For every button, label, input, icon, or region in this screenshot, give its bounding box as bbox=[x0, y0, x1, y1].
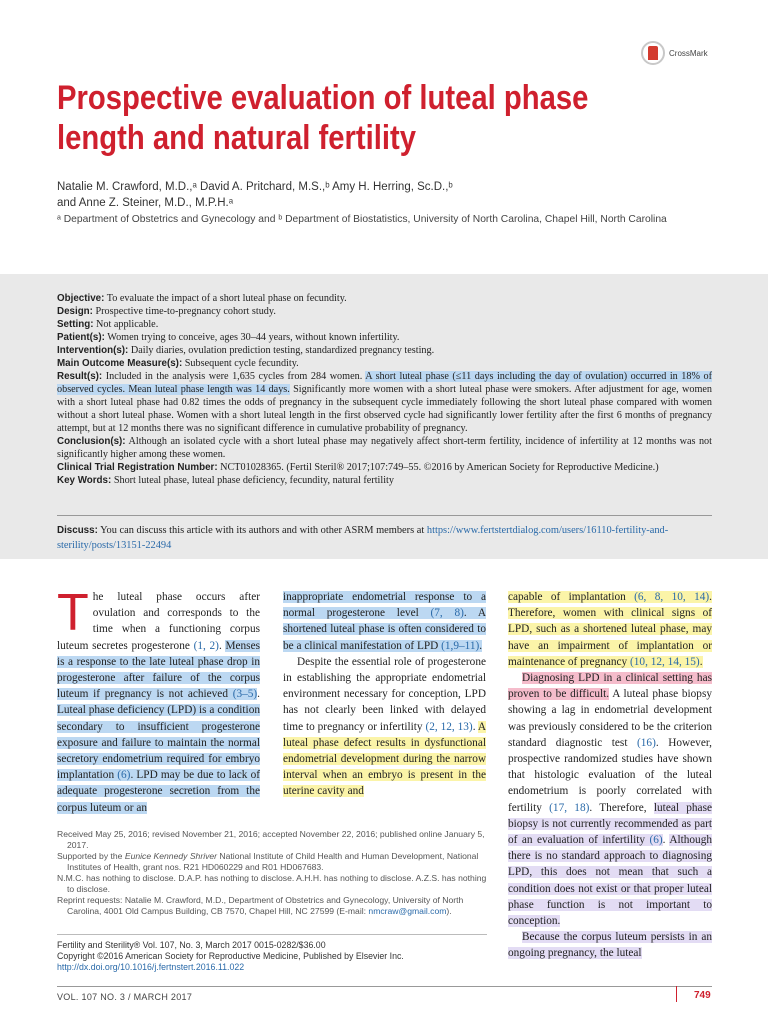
keywords-text: Short luteal phase, luteal phase deficiency, fecundity, natural fertility bbox=[113, 475, 394, 486]
conclusions-text: Although an isolated cycle with a short luteal phase may negatively affect short-term fertility, incidence of infertility at 12 months was not significantly higher among these women. bbox=[57, 436, 712, 460]
citation-link[interactable]: (6) bbox=[649, 834, 663, 847]
funding-note bbox=[57, 851, 487, 873]
abstract-divider bbox=[57, 515, 712, 516]
citation-link[interactable]: (7, 8) bbox=[430, 607, 464, 620]
design-text: Prospective time-to-pregnancy cohort study. bbox=[95, 306, 276, 317]
col3-highlight-purple-2: Although there is no standard approach to diagnosing LPD, this does not mean that such a condition does not exist or that proper luteal phase function is not important to conception. bbox=[508, 834, 712, 928]
body-column-2 bbox=[283, 589, 486, 800]
col1-highlight-2: Luteal phase deficiency (LPD) is a condition secondary to insufficient progesterone exposure and failure to maintain the normal secretory endometrium required for embryo implantation bbox=[57, 704, 260, 782]
discuss-label: Discuss: bbox=[57, 525, 98, 536]
patients-label: Patient(s): bbox=[57, 332, 105, 343]
citation-link[interactable]: (1,9–11) bbox=[441, 639, 480, 652]
article-footnotes bbox=[57, 829, 487, 917]
citation-link[interactable]: (16) bbox=[637, 736, 656, 749]
interventions-text: Daily diaries, ovulation prediction testing, standardized pregnancy testing. bbox=[130, 345, 435, 356]
conclusions-label: Conclusion(s): bbox=[57, 436, 126, 447]
objective-label: Objective: bbox=[57, 293, 105, 304]
col3-highlight-purple-3: Because the corpus luteum persists in an ongoing pregnancy, the luteal bbox=[508, 931, 712, 960]
footnote-divider bbox=[57, 934, 487, 935]
citation-link[interactable]: (6) bbox=[117, 769, 131, 782]
affiliations: ᵃ Department of Obstetrics and Gynecology and ᵇ Department of Biostatistics, University of North Carolina, Chapel Hill, North Carolina bbox=[57, 214, 667, 225]
objective-text: To evaluate the impact of a short luteal phase on fecundity. bbox=[106, 293, 347, 304]
results-text-c: Significantly more women with a short luteal phase were smokers. After adjustment for age, women with a short luteal phase had 0.82 times the odds of pregnancy in the subsequent cycle immediately following the short luteal phase compared with women without a short luteal phase. Women with a short luteal length in the first observed cycle had significantly lower fertility after the first 6 months of pregnancy attempt, but at 12 months there was no significant difference in cumulative probability of pregnancy. bbox=[57, 384, 713, 434]
citation-link[interactable]: (10, 12, 14, 15) bbox=[630, 655, 700, 668]
body-column-1 bbox=[57, 584, 260, 816]
trial-text: NCT01028365. (Fertil Steril® 2017;107:749–55. ©2016 by American Society for Reproductive Medicine.) bbox=[220, 462, 659, 473]
doi-link[interactable]: http://dx.doi.org/10.1016/j.fertnstert.2016.11.022 bbox=[57, 962, 245, 972]
citation-link[interactable]: (6, 8, 10, 14) bbox=[634, 591, 710, 603]
crossmark-label: CrossMark bbox=[669, 48, 708, 58]
received-dates: Received May 25, 2016; revised November 21, 2016; accepted November 22, 2016; published online January 5, 2017. bbox=[57, 829, 485, 850]
col2-highlight-4: A luteal phase defect results in dysfunctional endometrial development during the narrow interval when an embryo is present in the uterine cavity and bbox=[283, 720, 486, 798]
disclosure-note: N.M.C. has nothing to disclose. D.A.P. has nothing to disclose. A.H.H. has nothing to disclose. A.Z.S. has nothing to disclose. bbox=[57, 873, 487, 894]
funding-text-a: Supported by the bbox=[57, 851, 125, 861]
discuss-text: You can discuss this article with its authors and with other ASRM members at bbox=[100, 525, 425, 536]
crossmark-badge[interactable] bbox=[641, 41, 708, 65]
discuss-note bbox=[57, 523, 712, 553]
col2-highlight-1: inappropriate endometrial response to a normal progesterone level bbox=[283, 591, 486, 620]
funding-text-b: National Institute of Child Health and Human Development, National Institutes of Health, grant nos. R21 HD060229 and R01 HD067683. bbox=[67, 851, 479, 872]
col1-highlight-1: Menses is a response to the late luteal phase drop in progesterone after failure of the corpus luteum if pregnancy is not achieved bbox=[57, 639, 260, 701]
author-list bbox=[57, 179, 707, 211]
col3-text-3: . Therefore, bbox=[589, 801, 654, 814]
reprint-text-b: ). bbox=[446, 906, 452, 916]
col3-text-1: A luteal phase biopsy showing a lag in endometrial development was previously considered to be the criterion standard diagnostic test bbox=[508, 688, 712, 749]
design-label: Design: bbox=[57, 306, 93, 317]
col1-text-1: he luteal phase occurs after ovulation and corresponds to the time when a functioning corpus luteum secretes progesterone bbox=[57, 591, 260, 652]
article-title: Prospective evaluation of luteal phase length and natural fertility bbox=[57, 79, 589, 157]
results-highlight: A short luteal phase (≤11 days including the day of ovulation) occurred in 18% of observed cycles. Mean luteal phase length was 14 days. bbox=[57, 371, 713, 395]
results-label: Result(s): bbox=[57, 371, 103, 382]
trial-label: Clinical Trial Registration Number: bbox=[57, 462, 218, 473]
col3-text-4: . bbox=[662, 834, 670, 847]
citation-link[interactable]: (1, 2) bbox=[193, 639, 219, 652]
outcome-label: Main Outcome Measure(s): bbox=[57, 358, 183, 369]
issue-info: VOL. 107 NO. 3 / MARCH 2017 bbox=[57, 992, 193, 1002]
outcome-text: Subsequent cycle fecundity. bbox=[184, 358, 299, 369]
col3-highlight-purple-1: luteal phase biopsy is not currently recommended as part of an evaluation of infertility bbox=[508, 801, 712, 847]
journal-copyright: Copyright ©2016 American Society for Reproductive Medicine, Published by Elsevier Inc. bbox=[57, 951, 404, 961]
interventions-label: Intervention(s): bbox=[57, 345, 129, 356]
reprint-email-link[interactable]: nmcraw@gmail.com bbox=[368, 906, 447, 916]
col3-highlight-1: capable of implantation bbox=[508, 591, 635, 603]
body-column-3 bbox=[508, 589, 712, 962]
keywords-label: Key Words: bbox=[57, 475, 112, 486]
reprint-note bbox=[57, 895, 487, 917]
setting-text: Not applicable. bbox=[96, 319, 159, 330]
drop-cap: T bbox=[57, 584, 89, 642]
col3-highlight-pink: Diagnosing LPD in a clinical setting has proven to be difficult. bbox=[508, 672, 712, 701]
citation-link[interactable]: (3–5) bbox=[232, 688, 258, 701]
col1-text-2: . bbox=[218, 639, 226, 652]
setting-label: Setting: bbox=[57, 319, 94, 330]
crossmark-icon bbox=[641, 41, 665, 65]
page-number: 749 bbox=[694, 990, 711, 1001]
patients-text: Women trying to conceive, ages 30–44 years, without known infertility. bbox=[107, 332, 400, 343]
col2-highlight-3: . bbox=[479, 639, 483, 652]
col3-highlight-2: . Therefore, women with clinical signs of LPD, such as a shortened luteal phase, may have an impairment of implantation or maintenance of pregnancy bbox=[508, 591, 712, 668]
footer-divider bbox=[57, 986, 712, 987]
reprint-text-a: Reprint requests: Natalie M. Crawford, M.D., Department of Obstetrics and Gynecology, University of North Carolina, 4001 Old Campus Building, CB 7570, Chapel Hill, NC 27599 (E-mail: bbox=[57, 895, 464, 916]
citation-link[interactable]: (17, 18) bbox=[549, 801, 590, 814]
discuss-link[interactable]: https://www.fertstertdialog.com/users/16110-fertility-and-sterility/posts/13151-22494 bbox=[57, 525, 669, 551]
journal-citation: Fertility and Sterility® Vol. 107, No. 3, March 2017 0015-0282/$36.00 bbox=[57, 940, 326, 950]
citation-link[interactable]: (2, 12, 13) bbox=[425, 720, 473, 733]
col3-text-2: . However, prospective randomized studies have shown that histologic evaluation of the luteal endometrium is poorly correlated with fertility bbox=[508, 736, 712, 814]
col2-text-2: . bbox=[472, 720, 478, 733]
results-text-a: Included in the analysis were 1,635 cycles from 284 women. bbox=[105, 371, 363, 382]
author-line-2: and Anne Z. Steiner, M.D., M.P.H.ᵃ bbox=[57, 197, 234, 209]
author-line-1: Natalie M. Crawford, M.D.,ᵃ David A. Pritchard, M.S.,ᵇ Amy H. Herring, Sc.D.,ᵇ bbox=[57, 181, 453, 193]
col1-highlight-3: . LPD may be due to lack of adequate progesterone secretion from the corpus luteum or an bbox=[57, 769, 260, 814]
journal-info bbox=[57, 940, 487, 973]
col2-text-1: Despite the essential role of progesterone in establishing the appropriate endometrial environment necessary for conception, LPD has not clearly been linked with delayed time to pregnancy or infertility bbox=[283, 655, 486, 733]
footer-accent-bar bbox=[676, 986, 677, 1002]
col2-highlight-2: . A shortened luteal phase is often considered to be a clinical manifestation of LPD bbox=[283, 607, 486, 652]
funding-em: Eunice Kennedy Shriver bbox=[124, 851, 218, 861]
col3-highlight-3: . bbox=[699, 655, 703, 668]
abstract bbox=[57, 292, 712, 487]
col1-text-3: . bbox=[257, 688, 260, 701]
